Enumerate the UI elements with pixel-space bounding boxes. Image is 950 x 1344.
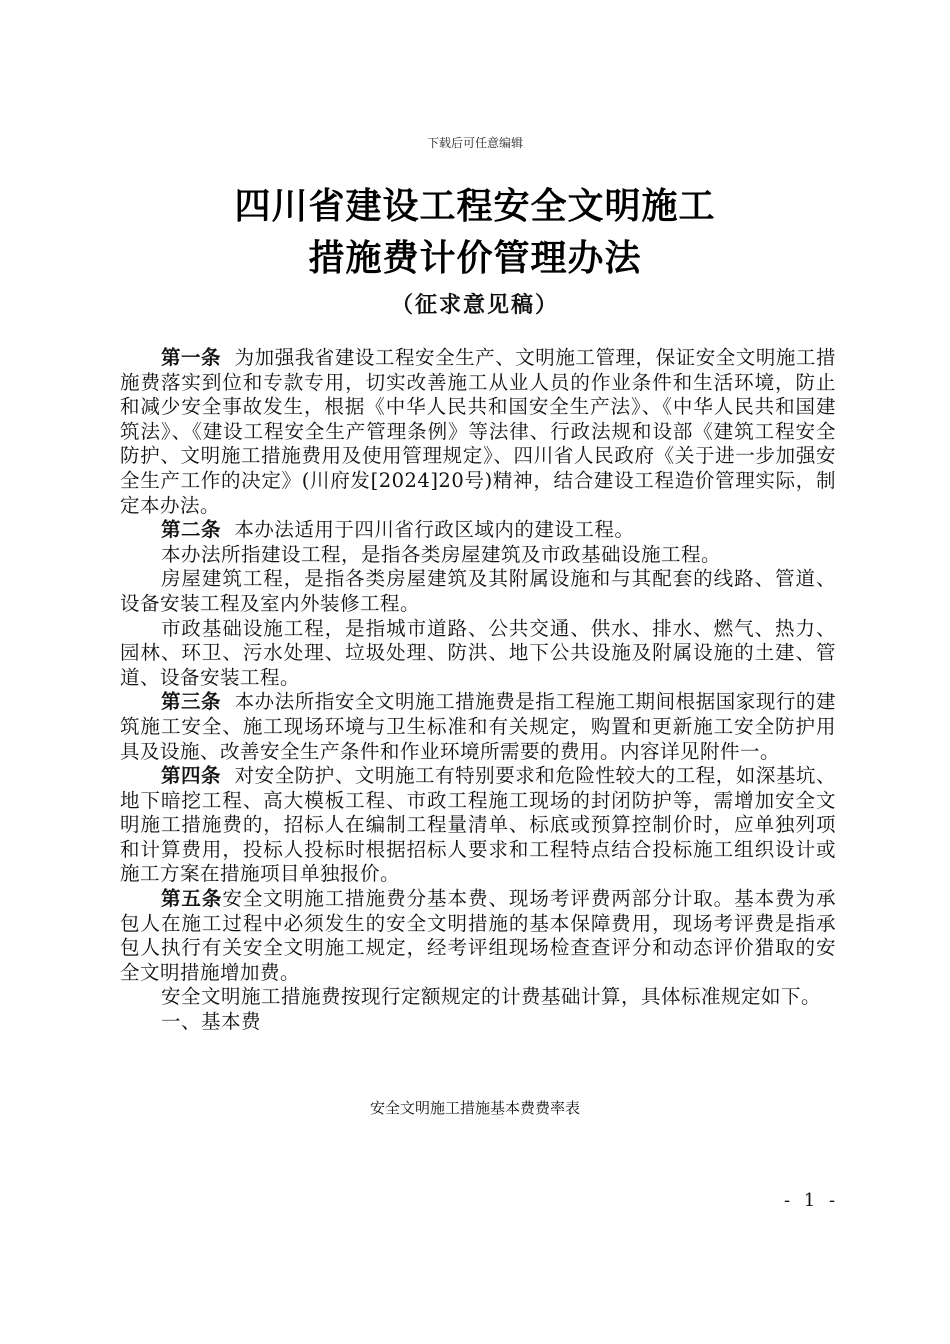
article-5-para-2: 安全文明施工措施费按现行定额规定的计费基础计算，具体标准规定如下。	[160, 985, 821, 1009]
article-3	[120, 690, 836, 764]
article-5	[120, 887, 836, 985]
article-2	[120, 518, 836, 543]
article-2-para-3: 房屋建筑工程，是指各类房屋建筑及其附属设施和与其配套的线路、管道、设备安装工程及室内外装修工程。	[120, 567, 836, 615]
section-heading-basic-fee: 一、基本费	[160, 1010, 261, 1034]
article-2-para-2: 本办法所指建设工程，是指各类房屋建筑及市政基础设施工程。	[160, 542, 721, 566]
article-5-label: 第五条	[160, 887, 223, 911]
article-3-text: 本办法所指安全文明施工措施费是指工程施工期间根据国家现行的建筑施工安全、施工现场环境与卫生标准和有关规定，购置和更新施工安全防护用具及设施、改善安全生产条件和作业环境所需要的费用。内容详见附件一。	[120, 690, 836, 763]
article-2-para-4: 市政基础设施工程，是指城市道路、公共交通、供水、排水、燃气、热力、园林、环卫、污水处理、垃圾处理、防洪、地下公共设施及附属设施的土建、管道、设备安装工程。	[120, 616, 836, 689]
article-4	[120, 764, 836, 887]
article-1-label: 第一条	[160, 346, 222, 369]
header-note: 下载后可任意编辑	[426, 136, 523, 150]
article-2-label: 第二条	[160, 518, 221, 542]
article-5-text: 安全文明施工措施费分基本费、现场考评费两部分计取。基本费为承包人在施工过程中必须发生的安全文明措施的基本保障费用，现场考评费是指承包人执行有关安全文明施工规定，经考评组现场检查查评分和动态评价猎取的安全文明措施增加费。	[120, 887, 836, 984]
document-subtitle: （征求意见稿）	[390, 292, 559, 318]
document-body	[120, 346, 836, 1035]
article-2-text: 本办法适用于四川省行政区域内的建设工程。	[234, 518, 635, 542]
article-4-text: 对安全防护、文明施工有特别要求和危险性较大的工程，如深基坑、地下暗挖工程、高大模板工程、市政工程施工现场的封闭防护等，需增加安全文明施工措施费的，招标人在编制工程量清单、标底或预算控制价时，应单独列项和计算费用，投标人投标时根据招标人要求和工程特点结合投标施工组织设计或施工方案在措施项目单独报价。	[120, 764, 836, 886]
article-1-text: 为加强我省建设工程安全生产、文明施工管理，保证安全文明施工措施费落实到位和专款专用，切实改善施工从业人员的作业条件和生活环境，防止和减少安全事故发生，根据《中华人民共和国安全生产法》、《中华人民共和国建筑法》、《建设工程安全生产管理条例》等法律、行政法规和设部《建筑工程安全防护、文明施工措施费用及使用管理规定》、四川省人民政府《关于进一步加强安全生产工作的决定》(川府发[2024]20号)精神，结合建设工程造价管理实际，制定本办法。	[120, 346, 836, 517]
article-3-label: 第三条	[160, 690, 222, 714]
article-4-label: 第四条	[160, 764, 222, 788]
page-number: - 1 -	[784, 1190, 840, 1211]
document-title-line2: 措施费计价管理办法	[308, 238, 642, 279]
document-title-line1: 四川省建设工程安全文明施工	[234, 186, 716, 227]
table-caption: 安全文明施工措施基本费费率表	[369, 1099, 580, 1117]
article-1	[120, 346, 836, 518]
